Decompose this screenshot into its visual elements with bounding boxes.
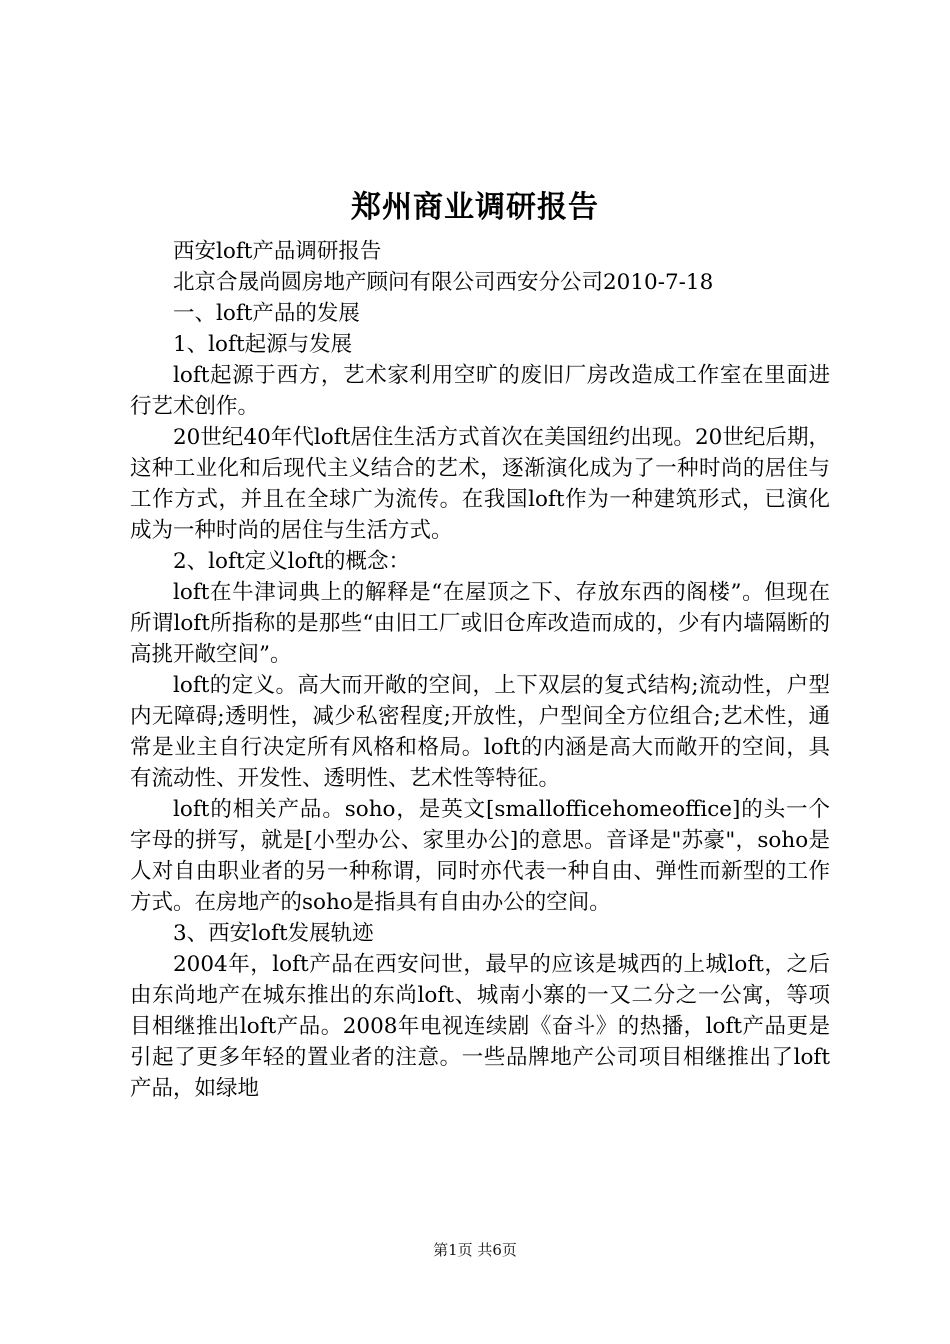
paragraph-subtitle: 西安loft产品调研报告 (173, 239, 382, 264)
paragraph-definition: loft的定义。高大而开敞的空间，上下双层的复式结构;流动性，户型内无障碍;透明性，减少私密程度;开放性，户型间全方位组合;艺术性，通常是业主自行决定所有风格和格局。loft的内涵是高大而敞开的空间，具有流动性、开发性、透明性、艺术性等特征。 (130, 673, 830, 791)
document-title: 郑州商业调研报告 (351, 190, 599, 225)
paragraph-xian-development: 2004年，loft产品在西安问世，最早的应该是城西的上城loft，之后由东尚地产在城东推出的东尚loft、城南小寨的一又二分之一公寓，等项目相继推出loft产品。2008年电视连续剧《奋斗》的热播，loft产品更是引起了更多年轻的置业者的注意。一些品牌地产公司项目相继推出了loft产品，如绿地 (130, 952, 830, 1101)
paragraph-related-products: loft的相关产品。soho，是英文[smallofficehomeoffice]的头一个字母的拼写，就是[小型办公、家里办公]的意思。音译是"苏豪"，soho是人对自由职业者的另一种称谓，同时亦代表一种自由、弹性而新型的工作方式。在房地产的soho是指具有自由办公的空间。 (130, 797, 830, 915)
subsection-heading-2: 2、loft定义loft的概念： (173, 549, 411, 574)
paragraph-author-date: 北京合晟尚圆房地产顾问有限公司西安分公司2010-7-18 (173, 270, 714, 295)
paragraph-origin: loft起源于西方，艺术家利用空旷的废旧厂房改造成工作室在里面进行艺术创作。 (130, 363, 830, 419)
paragraph-dictionary: loft在牛津词典上的解释是“在屋顶之下、存放东西的阁楼”。但现在所谓loft所指称的是那些“由旧工厂或旧仓库改造而成的，少有内墙隔断的高挑开敞空间”。 (130, 580, 830, 667)
subsection-heading-1: 1、loft起源与发展 (173, 332, 353, 357)
paragraph-history: 20世纪40年代loft居住生活方式首次在美国纽约出现。20世纪后期，这种工业化和后现代主义结合的艺术，逐渐演化成为了一种时尚的居住与工作方式，并且在全球广为流传。在我国loft作为一种建筑形式，已演化成为一种时尚的居住与生活方式。 (130, 425, 830, 543)
subsection-heading-3: 3、西安loft发展轨迹 (173, 921, 374, 946)
page-footer: 第1页 共6页 (433, 1241, 517, 1259)
section-heading-1: 一、loft产品的发展 (173, 301, 360, 326)
document-body (130, 236, 830, 1104)
